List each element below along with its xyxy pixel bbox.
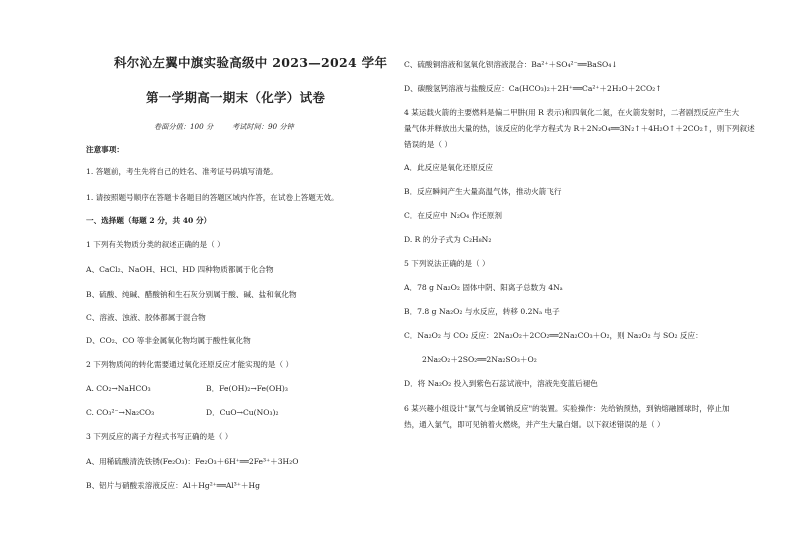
q5-stem: 5 下列说法正确的是（ ） (404, 259, 490, 268)
time-info: 考试时间：90 分钟 (232, 122, 294, 131)
q2-option-d: D．CuO→Cu(NO₃)₂ (206, 408, 279, 417)
q5-option-a: A．78 g Na₂O₂ 固体中阴、阳离子总数为 4Nₐ (404, 283, 563, 292)
section-heading: 一、选择题（每题 2 分，共 40 分） (86, 216, 212, 225)
score-info: 卷面分值：100 分 (154, 122, 214, 131)
q4-stem-line1: 4 某运载火箭的主要燃料是偏二甲肼(用 R 表示)和四氧化二氮，在火箭发射时，二者剧烈反应产生大 (404, 108, 740, 117)
exam-title-line2: 第一学期高一期末（化学）试卷 (146, 90, 326, 105)
q3-stem: 3 下列反应的离子方程式书写正确的是（ ） (86, 432, 233, 441)
q5-option-c-equation: 2Na₂O₂＋2SO₂══2Na₂SO₃＋O₂ (422, 355, 537, 364)
q4-option-c: C．在反应中 N₂O₄ 作还原剂 (404, 211, 502, 220)
q4-option-b: B．反应瞬间产生大量高温气体，推动火箭飞行 (404, 187, 562, 196)
q3-option-c: C、硫酸铜溶液和氢氧化钡溶液混合：Ba²⁺＋SO₄²⁻══BaSO₄↓ (404, 60, 618, 69)
q1-option-d: D、CO₂、CO 等非金属氧化物均属于酸性氧化物 (86, 336, 251, 345)
notice-item-1: 1. 答题前，考生先将自己的姓名、准考证号码填写清楚。 (86, 167, 278, 176)
q1-option-c: C、溶液、浊液、胶体都属于混合物 (86, 313, 206, 322)
q3-option-b: B、铝片与硝酸汞溶液反应：Al＋Hg²⁺══Al³⁺＋Hg (86, 481, 260, 490)
q2-option-c: C. CO₃²⁻→Na₂CO₃ (86, 408, 155, 417)
q5-option-b: B．7.8 g Na₂O₂ 与水反应，转移 0.2Nₐ 电子 (404, 307, 560, 316)
q1-stem: 1 下列有关物质分类的叙述正确的是（ ） (86, 240, 225, 249)
q4-option-d: D. R 的分子式为 C₂H₈N₂ (404, 235, 492, 244)
q2-option-b: B．Fe(OH)₂→Fe(OH)₃ (206, 384, 288, 393)
q2-option-a: A. CO₂→NaHCO₃ (86, 384, 151, 393)
notice-item-2: 1. 请按照题号顺序在答题卡各题目的答题区域内作答，在试卷上答题无效。 (86, 193, 339, 202)
q5-option-d: D．将 Na₂O₂ 投入到紫色石蕊试液中，溶液先变蓝后褪色 (404, 379, 598, 388)
q1-option-a: A、CaCl₂、NaOH、HCl、HD 四种物质都属于化合物 (86, 265, 274, 274)
q4-option-a: A．此反应是氧化还原反应 (404, 163, 494, 172)
q4-stem-line2: 量气体并释放出大量的热，该反应的化学方程式为 R＋2N₂O₄══3N₂↑＋4H₂O↑＋2CO₂↑，则下列叙述 (404, 124, 755, 133)
q3-option-a: A、用稀硫酸清洗铁锈(Fe₂O₃)：Fe₂O₃＋6H⁺══2Fe³⁺＋3H₂O (86, 457, 299, 466)
q6-stem-line1: 6 某兴趣小组设计"氯气与金属钠反应"的装置。实验操作：先给钠预热，到钠熔融圆球时，停止加 (404, 404, 730, 413)
q4-stem-line3: 错误的是（ ） (404, 140, 452, 149)
q3-option-d: D、碳酸氢钙溶液与盐酸反应：Ca(HCO₃)₂＋2H⁺══Ca²⁺＋2H₂O＋2CO₂↑ (404, 84, 662, 93)
q6-stem-line2: 热，通入氯气，即可见钠着火燃烧，并产生大量白烟。以下叙述错误的是（ ） (404, 420, 665, 429)
q1-option-b: B、硫酸、纯碱、醋酸钠和生石灰分别属于酸、碱、盐和氧化物 (86, 290, 297, 299)
q5-option-c: C．Na₂O₂ 与 CO₂ 反应：2Na₂O₂＋2CO₂══2Na₂CO₃＋O₂，则 Na₂O₂ 与 SO₂ 反应： (404, 331, 703, 340)
exam-title-line1: 科尔沁左翼中旗实验高级中 2023—2024 学年 (114, 55, 388, 70)
notice-heading: 注意事项： (86, 145, 124, 154)
q2-stem: 2 下列物质间的转化需要通过氧化还原反应才能实现的是（ ） (86, 360, 294, 369)
